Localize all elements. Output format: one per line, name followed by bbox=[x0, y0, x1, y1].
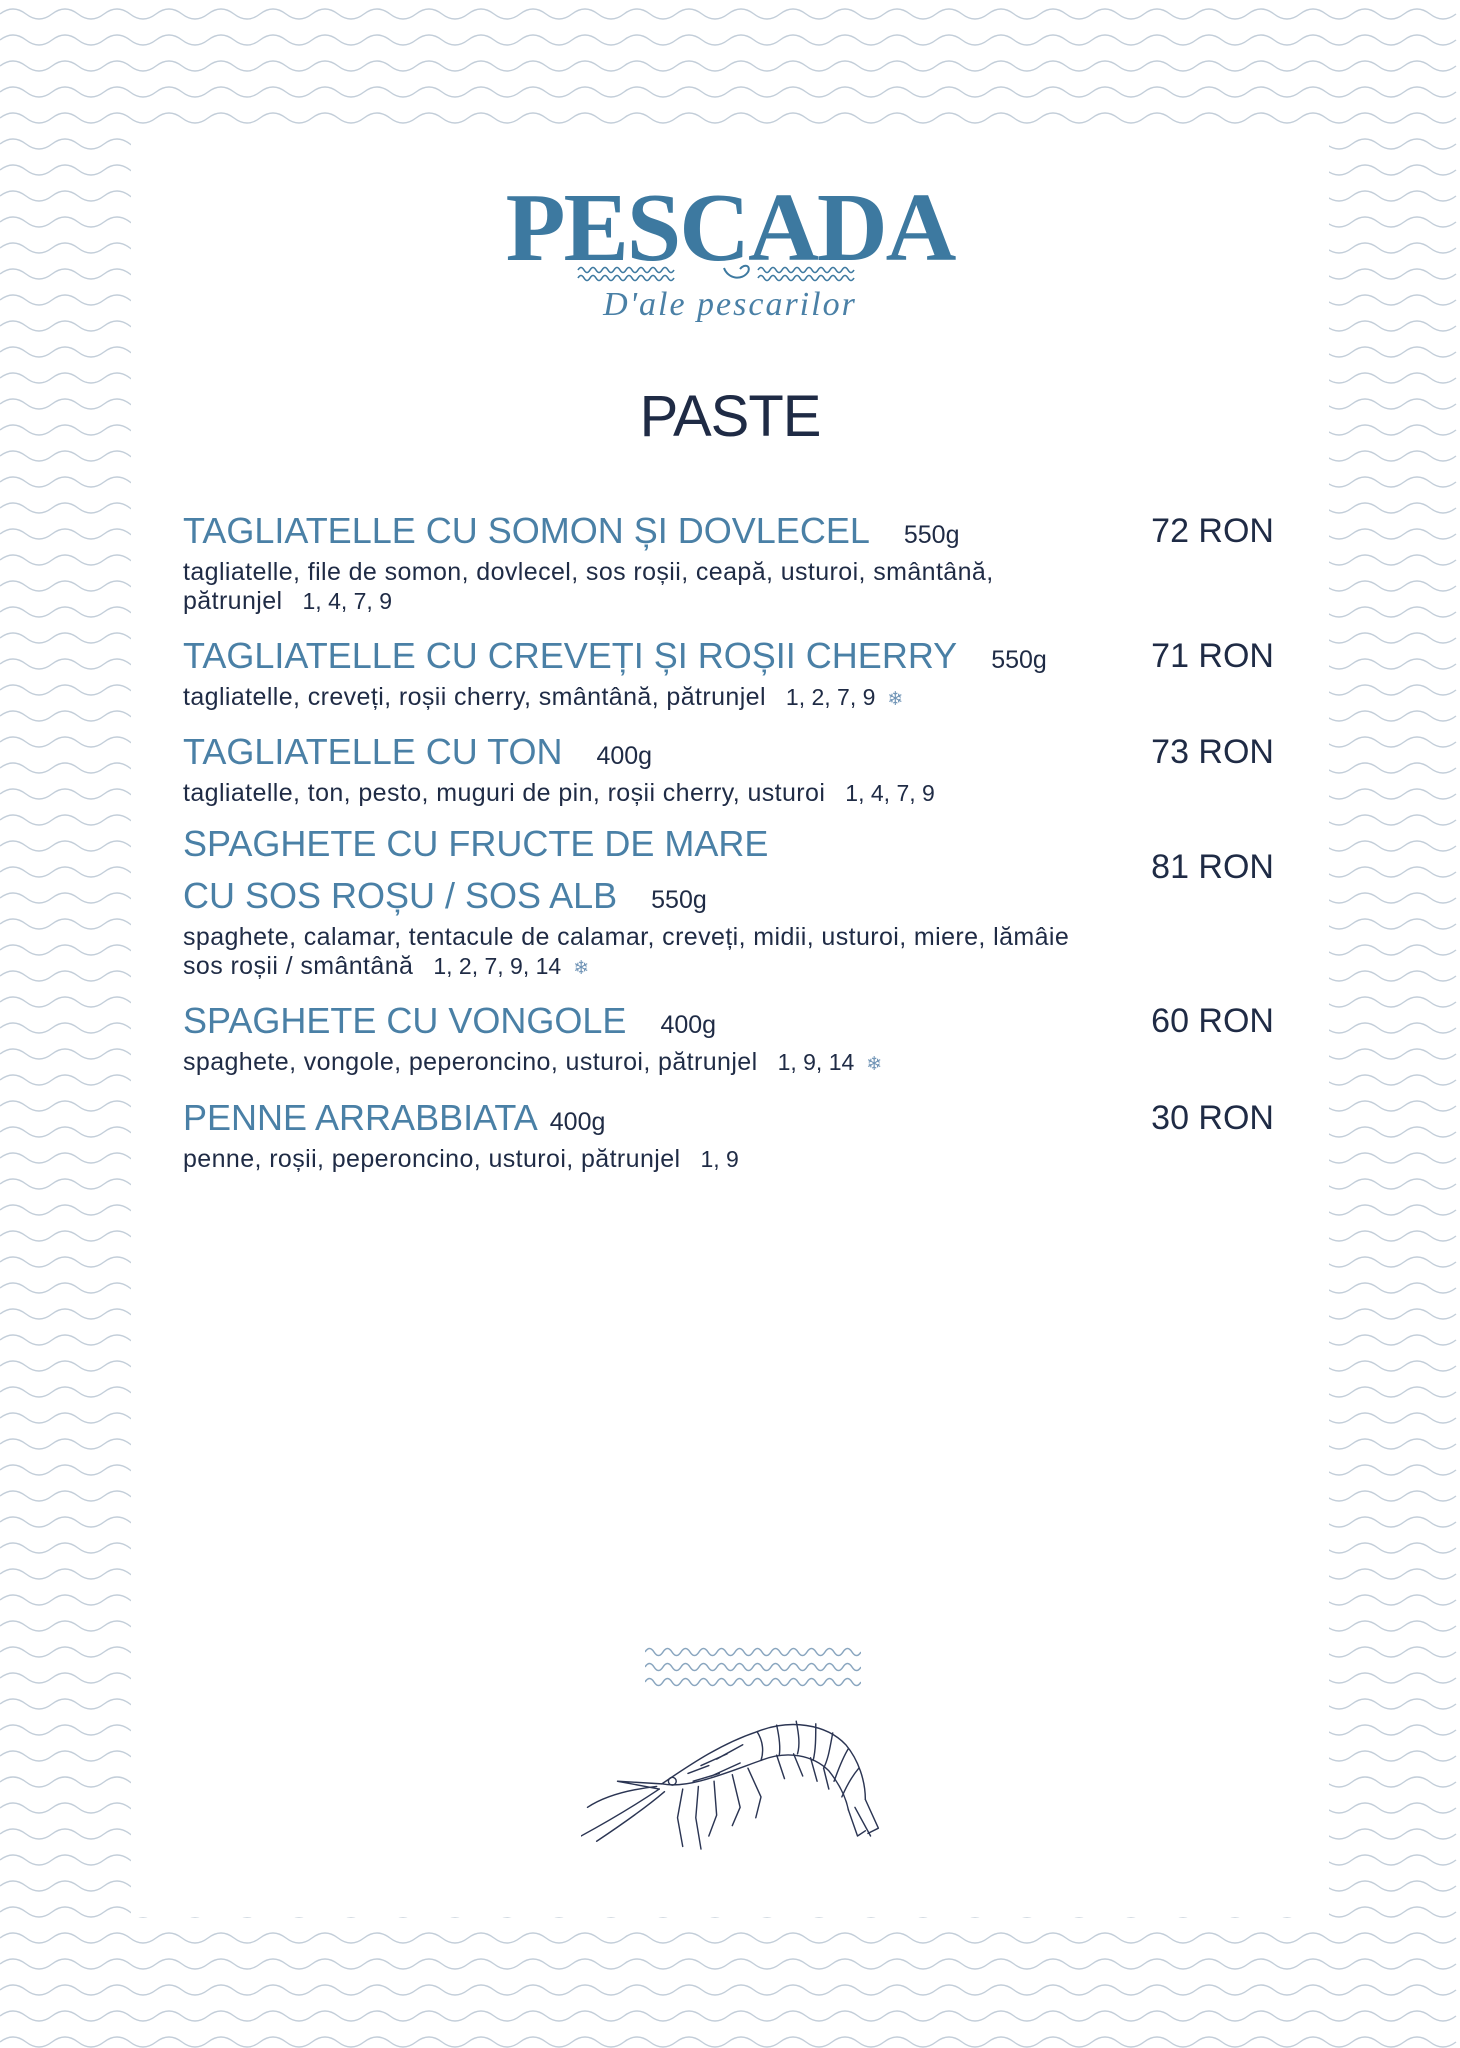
menu-item bbox=[183, 824, 1274, 983]
dish-price: 73 RON bbox=[1151, 733, 1274, 771]
background-wave-line bbox=[0, 35, 1456, 45]
dish-price: 81 RON bbox=[1151, 848, 1274, 886]
menu-item bbox=[183, 636, 1274, 714]
dish-description-line bbox=[183, 779, 1274, 808]
dish-name: TAGLIATELLE CU SOMON ȘI DOVLECEL bbox=[183, 510, 870, 551]
dish-ingredients: penne, roșii, peperoncino, usturoi, pătrunjel bbox=[183, 1145, 681, 1173]
dish-ingredients: pătrunjel bbox=[183, 587, 283, 615]
dish-weight: 550g bbox=[903, 521, 960, 549]
dish-allergens: 1, 9 bbox=[700, 1146, 739, 1172]
logo-curl-icon bbox=[724, 266, 749, 278]
background-wave-line bbox=[0, 2037, 1456, 2047]
background-wave-line bbox=[0, 2011, 1456, 2021]
shrimp-illustration-icon bbox=[581, 1716, 881, 1853]
dish-ingredients: tagliatelle, creveți, roșii cherry, smântână, pătrunjel bbox=[183, 683, 766, 711]
background-wave-line bbox=[0, 1959, 1456, 1969]
dish-title-line bbox=[183, 824, 1274, 864]
dish-allergens: 1, 9, 14 bbox=[777, 1049, 855, 1075]
dish-description-line bbox=[183, 1048, 1274, 1079]
dish-price: 71 RON bbox=[1151, 637, 1274, 675]
dish-allergens: 1, 2, 7, 9, 14 bbox=[433, 953, 562, 979]
snowflake-icon: ❄ bbox=[866, 1053, 883, 1075]
dish-name: SPAGHETE CU VONGOLE bbox=[183, 1000, 627, 1041]
dish-description-line bbox=[183, 952, 1274, 983]
background-wave-line bbox=[0, 1933, 1456, 1943]
divider-wave-line bbox=[645, 1649, 861, 1656]
background-wave-line bbox=[0, 9, 1456, 19]
background-wave-line bbox=[0, 113, 1456, 123]
dish-title-line bbox=[183, 511, 1274, 555]
dish-weight: 550g bbox=[991, 646, 1047, 674]
logo-tagline: D'ale pescarilor bbox=[603, 286, 857, 323]
dish-title-line bbox=[183, 876, 1274, 920]
menu-item bbox=[183, 511, 1274, 616]
dish-title-line bbox=[183, 1001, 1274, 1045]
dish-name: TAGLIATELLE CU CREVEȚI ȘI ROȘII CHERRY bbox=[183, 635, 958, 676]
logo-wave-line bbox=[578, 268, 674, 273]
dish-ingredients: sos roșii / smântână bbox=[183, 952, 414, 980]
dish-ingredients: tagliatelle, ton, pesto, muguri de pin, roșii cherry, usturoi bbox=[183, 779, 826, 807]
dish-weight: 400g bbox=[549, 1108, 606, 1136]
dish-price: 30 RON bbox=[1151, 1099, 1274, 1137]
section-title: PASTE bbox=[639, 384, 821, 449]
dish-weight: 400g bbox=[596, 742, 653, 770]
dish-ingredients: spaghete, calamar, tentacule de calamar, creveți, midii, usturoi, miere, lămâie bbox=[183, 923, 1070, 951]
logo-wave-line bbox=[758, 268, 854, 273]
dish-allergens: 1, 4, 7, 9 bbox=[845, 780, 935, 806]
dish-ingredients: spaghete, vongole, peperoncino, usturoi, pătrunjel bbox=[183, 1048, 758, 1076]
dish-description-line bbox=[183, 923, 1274, 952]
menu-item bbox=[183, 1098, 1274, 1174]
dish-description-line bbox=[183, 558, 1274, 587]
logo-wave-line bbox=[578, 276, 674, 281]
divider-wave-line bbox=[645, 1664, 861, 1671]
dish-description-line bbox=[183, 683, 1274, 714]
dish-price: 60 RON bbox=[1151, 1002, 1274, 1040]
menu-item bbox=[183, 1001, 1274, 1079]
background-wave-line bbox=[0, 87, 1456, 97]
dish-name: PENNE ARRABBIATA bbox=[183, 1097, 538, 1138]
dish-title-line bbox=[183, 636, 1274, 680]
logo-wave-line bbox=[758, 276, 854, 281]
background-wave-line bbox=[0, 61, 1456, 71]
dish-title-line bbox=[183, 732, 1274, 776]
dish-name: TAGLIATELLE CU TON bbox=[183, 731, 563, 772]
snowflake-icon: ❄ bbox=[573, 957, 590, 979]
dish-description-line bbox=[183, 587, 1274, 616]
snowflake-icon: ❄ bbox=[887, 688, 904, 710]
logo-wave-icon bbox=[500, 262, 960, 288]
dish-allergens: 1, 4, 7, 9 bbox=[302, 588, 393, 614]
menu-item bbox=[183, 732, 1274, 808]
dish-weight: 550g bbox=[651, 886, 707, 914]
divider-wave-line bbox=[645, 1679, 861, 1686]
background-wave-line bbox=[0, 1985, 1456, 1995]
dish-ingredients: tagliatelle, file de somon, dovlecel, sos roșii, ceapă, usturoi, smântână, bbox=[183, 558, 994, 586]
wave-divider-icon bbox=[645, 1644, 861, 1690]
dish-price: 72 RON bbox=[1151, 512, 1274, 550]
dish-allergens: 1, 2, 7, 9 bbox=[785, 684, 876, 710]
dish-name: CU SOS ROȘU / SOS ALB bbox=[183, 875, 618, 916]
restaurant-logo: PESCADA bbox=[505, 174, 955, 282]
dish-description-line bbox=[183, 1145, 1274, 1174]
dish-weight: 400g bbox=[660, 1011, 717, 1039]
dish-title-line bbox=[183, 1098, 1274, 1142]
dish-name: SPAGHETE CU FRUCTE DE MARE bbox=[183, 823, 769, 864]
